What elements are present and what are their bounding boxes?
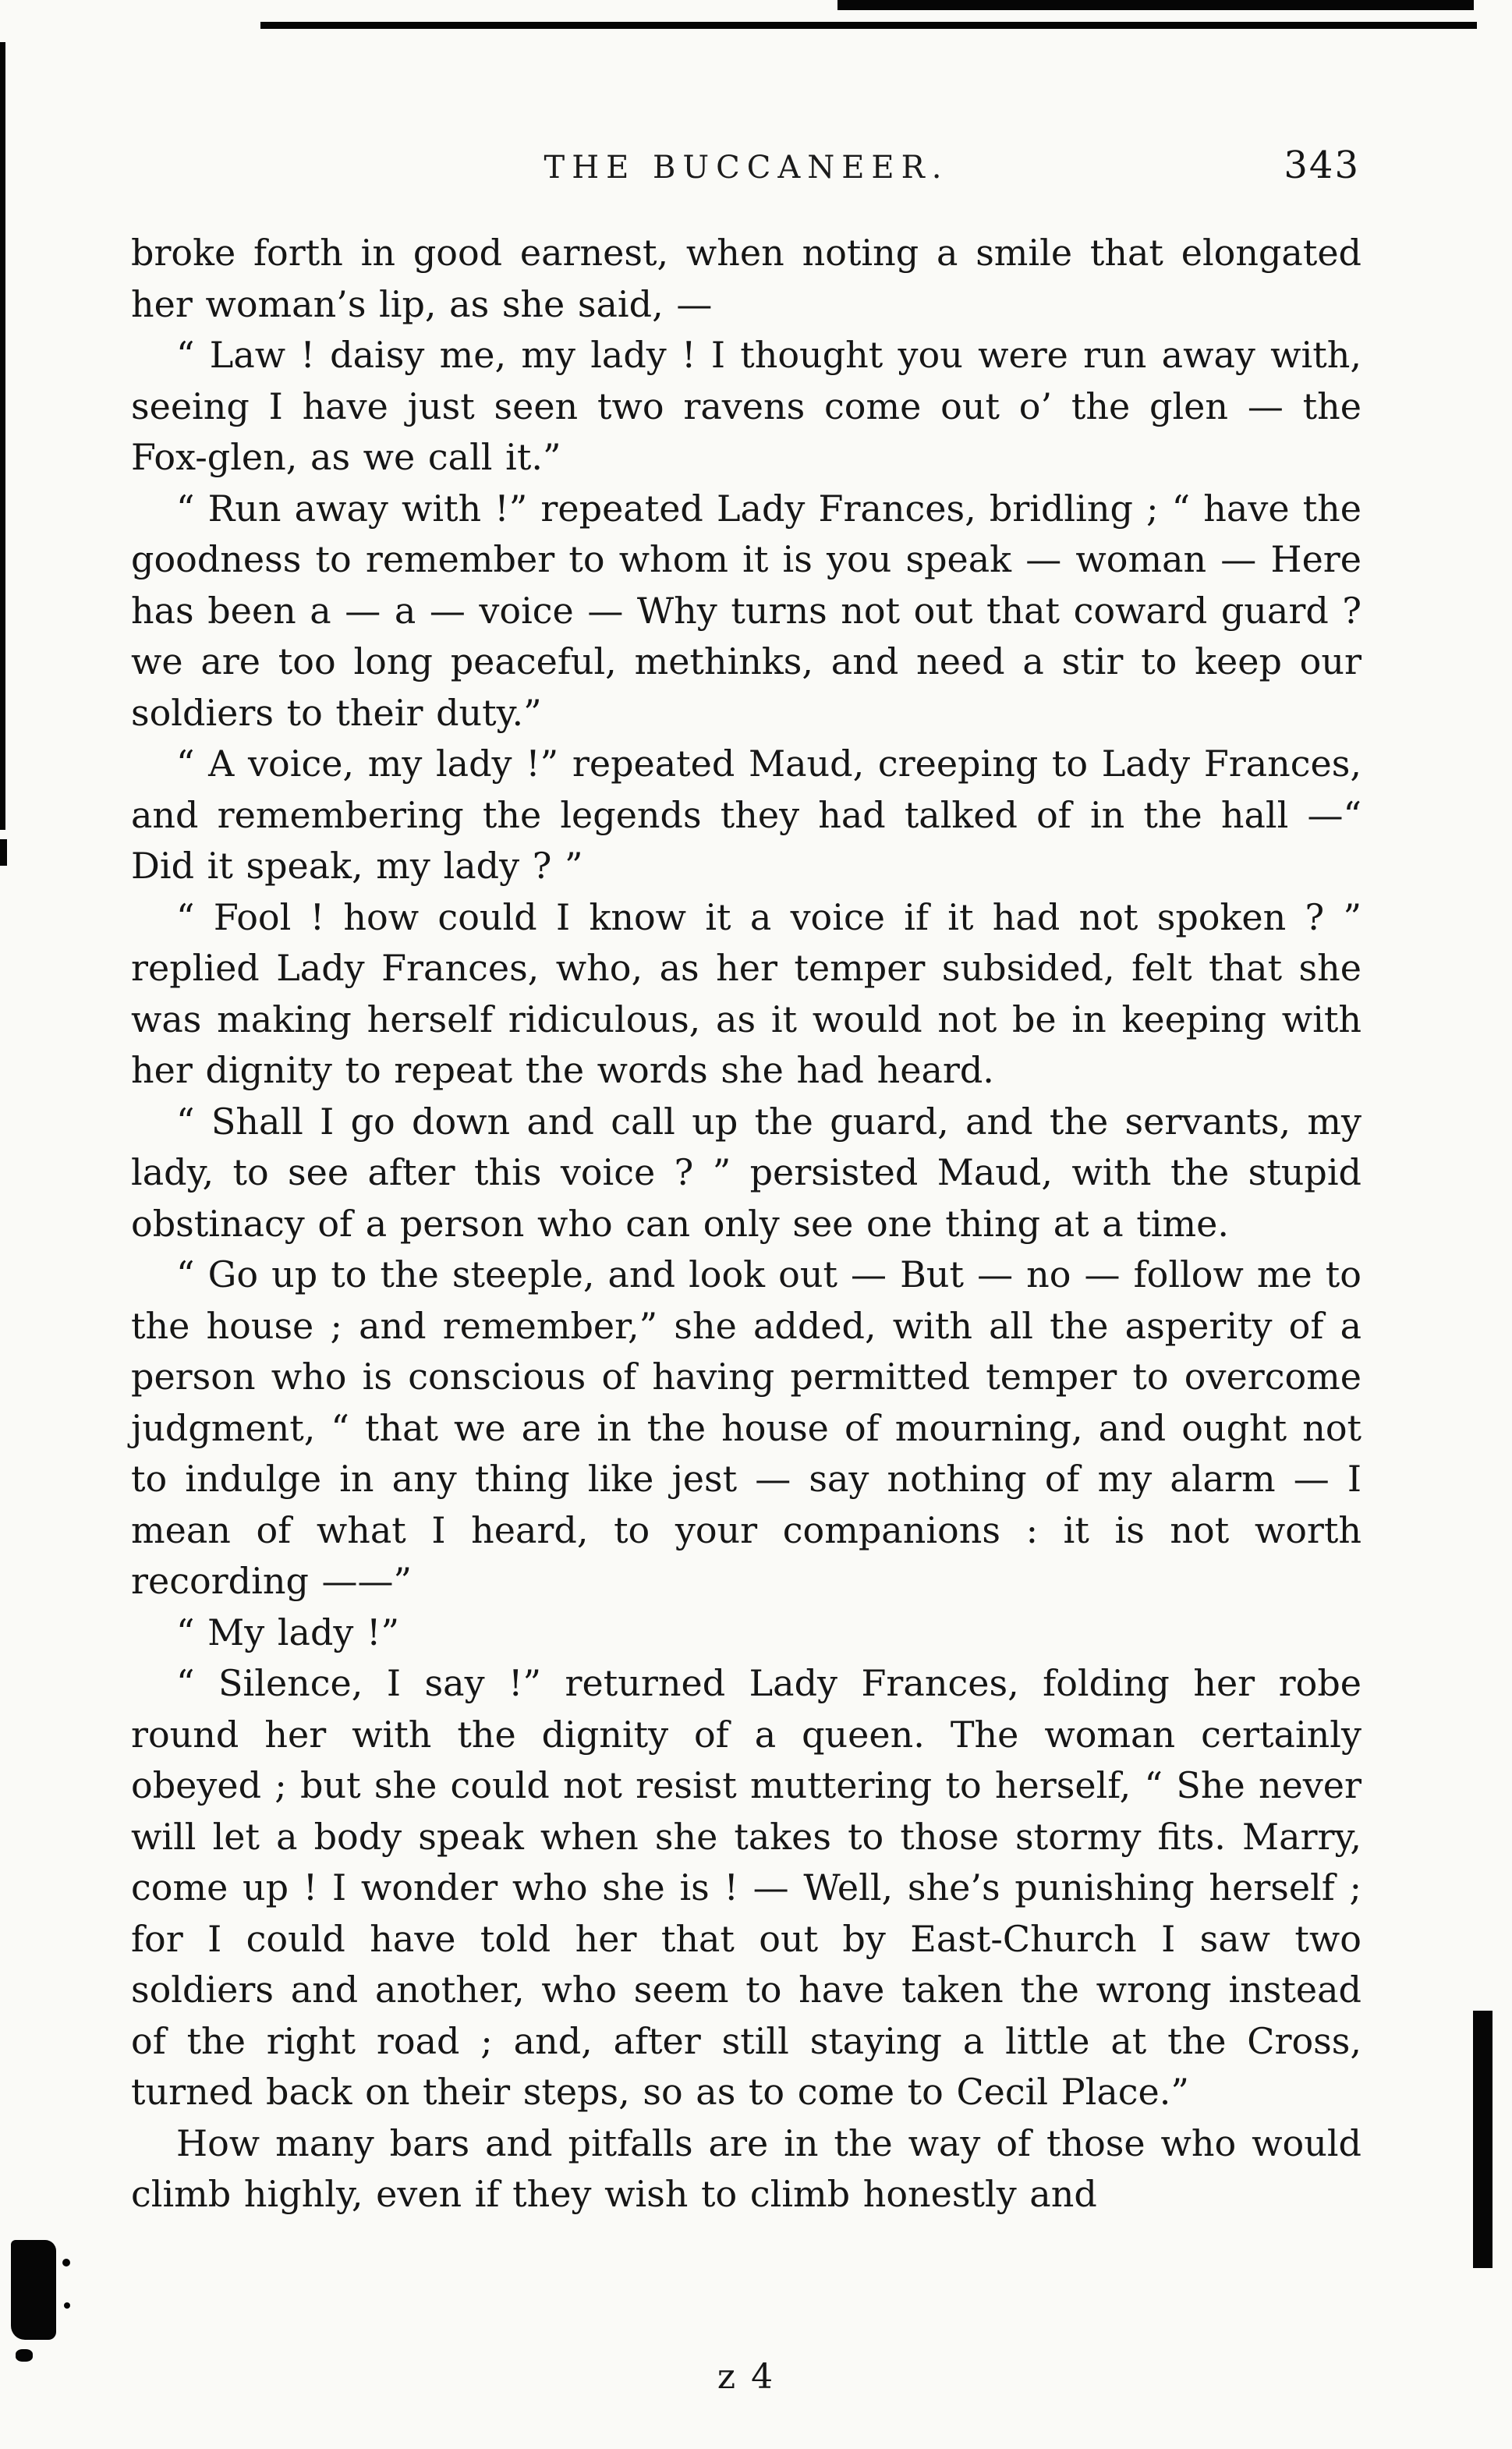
page-body: [131, 228, 1362, 2220]
paragraph: broke forth in good earnest, when noting a smile that elongated her woman’s lip, as she said, —: [131, 232, 1362, 325]
paragraph: “ Silence, I say !” returned Lady Frances, folding her robe round her with the dignity of a queen. The woman certainly obeyed ; but she could not resist muttering to herself, “ She never will let a body speak when she takes to those stormy fits. Marry, come up ! I wonder who she is ! — Well, she’s punishing herself ; for I could have told her that out by East-Church I saw two soldiers and another, who seem to have taken the wrong instead of the right road ; and, after still staying a little at the Cross, turned back on their steps, so as to come to Cecil Place.”: [131, 1662, 1362, 2113]
scan-artifact-left-ink-blob: [16, 2349, 33, 2362]
running-title: THE BUCCANEER.: [544, 150, 949, 186]
scan-artifact-left-ink-dot: [62, 2259, 70, 2266]
paragraph: “ Law ! daisy me, my lady ! I thought you were run away with, seeing I have just seen two ravens come out o’ the glen — the Fox-glen, as we call it.”: [131, 334, 1362, 478]
scan-artifact-left-edge-tick: [0, 839, 7, 866]
paragraph: “ My lady !”: [176, 1611, 400, 1653]
signature-mark: z 4: [717, 2357, 776, 2397]
scan-artifact-left-ink-blob: [11, 2240, 56, 2340]
paragraph: How many bars and pitfalls are in the way of those who would climb highly, even if they wish to climb honestly and: [131, 2121, 1362, 2215]
paragraph: “ Fool ! how could I know it a voice if it had not spoken ? ” replied Lady Frances, who, as her temper subsided, felt that she was making herself ridiculous, as it would not be in keeping with her dignity to repeat the words she had heard.: [131, 895, 1362, 1091]
scan-artifact-top-bar-right: [837, 0, 1474, 10]
paragraph: “ A voice, my lady !” repeated Maud, creeping to Lady Frances, and remembering the legends they had talked of in the hall —“ Did it speak, my lady ? ”: [131, 742, 1362, 887]
page-number: 343: [1284, 144, 1360, 187]
scan-artifact-left-ink-dot: [64, 2302, 70, 2309]
scan-artifact-left-edge-line: [0, 42, 5, 830]
paragraph: “ Go up to the steeple, and look out — But — no — follow me to the house ; and remember,” she added, with all the asperity of a person who is conscious of having permitted temper to overcome judgment, “ that we are in the house of mourning, and ought not to indulge in any thing like jest — say nothing of my alarm — I mean of what I heard, to your companions : it is not worth recording ——”: [131, 1253, 1362, 1602]
scan-artifact-top-bar-left: [260, 22, 1477, 29]
paragraph: “ Shall I go down and call up the guard, and the servants, my lady, to see after this voice ? ” persisted Maud, with the stupid obstinacy of a person who can only see one thing at a time.: [131, 1100, 1362, 1245]
scan-artifact-right-edge-bar: [1473, 2011, 1493, 2268]
page-header: [131, 144, 1362, 200]
paragraph: “ Run away with !” repeated Lady Frances, bridling ; “ have the goodness to remember to whom it is you speak — woman — Here has been a — a — voice — Why turns not out that coward guard ? we are too long peaceful, methinks, and need a stir to keep our soldiers to their duty.”: [131, 487, 1362, 734]
